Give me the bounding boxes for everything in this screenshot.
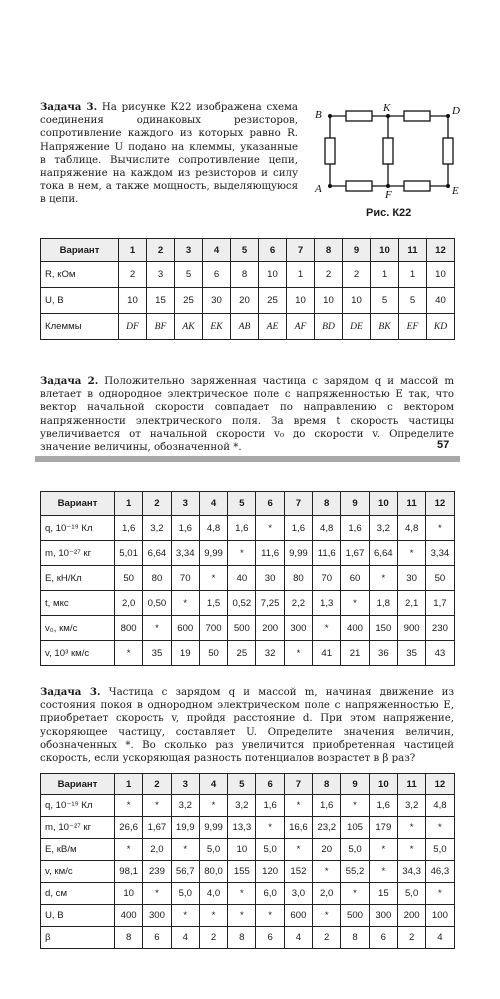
row-label: d, см [41, 883, 115, 905]
row-label: q, 10⁻¹⁹ Кл [41, 795, 115, 817]
table-header-cell: 4 [199, 774, 227, 795]
table-header-row [41, 774, 455, 795]
table-cell: 2 [397, 927, 425, 949]
table-row [41, 839, 455, 861]
table-cell: 600 [284, 905, 312, 927]
table-cell: 80,0 [199, 861, 227, 883]
table-row [41, 516, 455, 541]
table-cell: 15 [147, 288, 175, 314]
table-cell: 34,3 [397, 861, 425, 883]
task3b-body: Частица с зарядом q и массой m, начиная движение из состояния покоя в однородном электрическом поле с напряженностью E, приобретает скорость v, пройдя расстояние d. При этом напряжение, ускоряющее частицу, составляет U. Определите значения величин, обозначенных *. Во сколько раз увеличится приобретенная частицей скорость, если ускоряющая разность потенциалов возрастет в β раз? [40, 687, 454, 765]
table-cell: 4,8 [397, 516, 425, 541]
table-cell: 9,99 [199, 817, 227, 839]
row-label: R, кОм [41, 262, 119, 288]
table-header-row [41, 492, 455, 516]
table-cell: 36 [369, 641, 397, 666]
table-cell: 35 [397, 641, 425, 666]
table-cell: AK [175, 314, 203, 340]
node-label-f: F [385, 189, 392, 200]
table-cell: 400 [115, 905, 143, 927]
table-cell: 4 [171, 927, 199, 949]
table-cell: 25 [259, 288, 287, 314]
table-cell: AB [231, 314, 259, 340]
table-cell: 10 [343, 288, 371, 314]
table-header-cell: 2 [143, 492, 171, 516]
row-label: v, км/с [41, 861, 115, 883]
table-cell: 4 [426, 927, 454, 949]
table-cell: 11,6 [256, 541, 284, 566]
table-cell: 3,2 [397, 795, 425, 817]
table-header-cell: 8 [313, 774, 341, 795]
table-cell: EK [203, 314, 231, 340]
task3-body: На рисунке К22 изображена схема соединения одинаковых резисторов, сопротивление каждого из которых равно R. Напряжение U подано на клеммы, указанные в таблице. Вычислите сопротивление цепи, напряжение на каждом из резисторов и силу тока в нем, а также мощность, выделяющуюся в цепи. [40, 102, 298, 206]
table-header-cell: 7 [284, 774, 312, 795]
table-cell: 500 [341, 905, 369, 927]
table-cell: 3,0 [284, 883, 312, 905]
table-cell: 2,1 [397, 591, 425, 616]
table-cell: 2,2 [284, 591, 312, 616]
resistor-de [443, 138, 453, 164]
table-row [41, 883, 455, 905]
table-header-cell: 3 [175, 239, 203, 262]
table-header-cell: 9 [341, 774, 369, 795]
table-cell: 5,0 [171, 883, 199, 905]
table-cell: 20 [313, 839, 341, 861]
table-cell: 10 [287, 288, 315, 314]
table-cell: 400 [341, 616, 369, 641]
node-label-e: E [452, 185, 459, 197]
table-cell: * [313, 616, 341, 641]
table-cell: 1,6 [284, 516, 312, 541]
table-header-cell: 7 [284, 492, 312, 516]
node-label-a: A [315, 183, 322, 195]
table-cell: * [115, 641, 143, 666]
resistor-ba [325, 138, 335, 164]
table-cell: 10 [427, 262, 455, 288]
page-divider [35, 456, 460, 462]
table-cell: 1 [287, 262, 315, 288]
row-label: v₀, км/с [41, 616, 115, 641]
table-header-cell: 11 [397, 774, 425, 795]
table-cell: 152 [284, 861, 312, 883]
table-header-cell: 5 [228, 774, 256, 795]
page-number: 57 [437, 439, 450, 451]
row-label: q, 10⁻¹⁹ Кл [41, 516, 115, 541]
table-header-cell: 1 [119, 239, 147, 262]
table-cell: BD [315, 314, 343, 340]
table-row [41, 641, 455, 666]
table-cell: 8 [231, 262, 259, 288]
table-cell: 1 [399, 262, 427, 288]
table-cell: * [426, 817, 454, 839]
table-cell: * [369, 839, 397, 861]
table-cell: 30 [256, 566, 284, 591]
row-label: m, 10⁻²⁷ кг [41, 817, 115, 839]
table-cell: * [256, 905, 284, 927]
table-row [41, 861, 455, 883]
table-header-cell: 6 [256, 492, 284, 516]
row-label: β [41, 927, 115, 949]
table-cell: * [341, 795, 369, 817]
table-cell: 2 [315, 262, 343, 288]
table-row [41, 288, 455, 314]
table-cell: * [199, 795, 227, 817]
table-cell: 300 [284, 616, 312, 641]
table-cell: 8 [115, 927, 143, 949]
table-cell: 5 [175, 262, 203, 288]
table-header-row [41, 239, 455, 262]
table-cell: 6 [369, 927, 397, 949]
table-cell: 600 [171, 616, 199, 641]
table-cell: * [228, 905, 256, 927]
table-header-cell: 5 [228, 492, 256, 516]
table-header-cell: 2 [143, 774, 171, 795]
table-cell: 3,34 [426, 541, 454, 566]
table-cell: 43 [426, 641, 454, 666]
table-header-cell: 8 [313, 492, 341, 516]
table-header-cell: 6 [256, 774, 284, 795]
table-header-cell: 1 [115, 774, 143, 795]
table-cell: 6,64 [143, 541, 171, 566]
table-cell: 1,67 [341, 541, 369, 566]
table-cell: KD [427, 314, 455, 340]
table-header-cell: 7 [287, 239, 315, 262]
table-cell: 1,6 [171, 516, 199, 541]
table-cell: 0,50 [143, 591, 171, 616]
table-cell: 155 [228, 861, 256, 883]
table-header-cell: 6 [259, 239, 287, 262]
table-cell: 1,8 [369, 591, 397, 616]
table-cell: 56,7 [171, 861, 199, 883]
table-cell: 2 [343, 262, 371, 288]
table-cell: DF [119, 314, 147, 340]
task3-text [40, 101, 298, 207]
table-cell: AE [259, 314, 287, 340]
table-cell: 8 [341, 927, 369, 949]
table-cell: * [199, 905, 227, 927]
table-cell: * [313, 905, 341, 927]
table-cell: 1,6 [341, 516, 369, 541]
table-cell: 11,6 [313, 541, 341, 566]
table-cell: 1,6 [313, 795, 341, 817]
table-cell: 8 [228, 927, 256, 949]
table-cell: 6 [203, 262, 231, 288]
table-cell: 9,99 [284, 541, 312, 566]
table-cell: 230 [426, 616, 454, 641]
table-cell: * [256, 817, 284, 839]
table-cell: 55,2 [341, 861, 369, 883]
node-label-d: D [452, 105, 460, 117]
table-cell: * [171, 839, 199, 861]
table-cell: 41 [313, 641, 341, 666]
table-header-cell: 5 [231, 239, 259, 262]
table-row [41, 541, 455, 566]
table-header-cell: 2 [147, 239, 175, 262]
table-header-cell: Вариант [41, 774, 115, 795]
table-header-cell: 9 [341, 492, 369, 516]
table-cell: 15 [369, 883, 397, 905]
row-label: t, мкс [41, 591, 115, 616]
table-cell: 1,3 [313, 591, 341, 616]
table-cell: 1,6 [115, 516, 143, 541]
table-cell: 98,1 [115, 861, 143, 883]
table-cell: 120 [256, 861, 284, 883]
task3b-text [40, 686, 454, 765]
table-cell: 20 [231, 288, 259, 314]
table-row [41, 905, 455, 927]
table-cell: * [341, 883, 369, 905]
table-header-cell: 3 [171, 774, 199, 795]
table-cell: 300 [143, 905, 171, 927]
table-header-cell: 12 [427, 239, 455, 262]
table-cell: * [115, 795, 143, 817]
task2-title: Задача 2. [40, 375, 99, 387]
table-row [41, 795, 455, 817]
row-label: m, 10⁻²⁷ кг [41, 541, 115, 566]
table-cell: 5,0 [426, 839, 454, 861]
table-cell: BK [371, 314, 399, 340]
table-cell: 10 [115, 883, 143, 905]
table-cell: 1,67 [143, 817, 171, 839]
resistor-fe [404, 181, 430, 191]
table-cell: 10 [119, 288, 147, 314]
table-cell: * [171, 905, 199, 927]
table-header-cell: 12 [426, 774, 454, 795]
table-cell: 3,34 [171, 541, 199, 566]
table-cell: 2 [313, 927, 341, 949]
table-cell: 16,6 [284, 817, 312, 839]
table-cell: * [397, 839, 425, 861]
table-cell: 30 [397, 566, 425, 591]
table-cell: 6 [143, 927, 171, 949]
table-cell: DE [343, 314, 371, 340]
table-cell: * [228, 883, 256, 905]
task3b-title: Задача 3. [40, 686, 101, 698]
table-cell: 5,01 [115, 541, 143, 566]
table-header-cell: 12 [426, 492, 454, 516]
particle-field-table [40, 491, 455, 666]
table-header-cell: 9 [343, 239, 371, 262]
table-header-cell: 10 [369, 774, 397, 795]
table-cell: 13,3 [228, 817, 256, 839]
table-cell: 500 [228, 616, 256, 641]
row-label: v, 10³ км/с [41, 641, 115, 666]
table-row [41, 566, 455, 591]
table-cell: 5,0 [397, 883, 425, 905]
table-row [41, 616, 455, 641]
row-label: U, В [41, 288, 119, 314]
table-cell: 40 [427, 288, 455, 314]
table-cell: 19 [171, 641, 199, 666]
table-cell: 7,25 [256, 591, 284, 616]
table-cell: 50 [199, 641, 227, 666]
table-cell: 0,52 [228, 591, 256, 616]
table-cell: 21 [341, 641, 369, 666]
table-cell: * [284, 795, 312, 817]
table-cell: 800 [115, 616, 143, 641]
table-cell: 179 [369, 817, 397, 839]
table-cell: * [284, 839, 312, 861]
task3-title: Задача 3. [40, 101, 98, 113]
table-cell: 10 [315, 288, 343, 314]
table-row [41, 314, 455, 340]
table-header-cell: Вариант [41, 239, 119, 262]
table-cell: 25 [228, 641, 256, 666]
table-cell: AF [287, 314, 315, 340]
table-cell: 239 [143, 861, 171, 883]
resistor-bk [346, 111, 372, 121]
table-cell: 40 [228, 566, 256, 591]
table-header-cell: 4 [203, 239, 231, 262]
table-cell: 70 [171, 566, 199, 591]
table-cell: * [426, 883, 454, 905]
table-cell: 105 [341, 817, 369, 839]
table-cell: 4,8 [426, 795, 454, 817]
row-label: U, В [41, 905, 115, 927]
table-cell: 1,5 [199, 591, 227, 616]
table-row [41, 591, 455, 616]
table-cell: 60 [341, 566, 369, 591]
table-cell: 3,2 [369, 516, 397, 541]
table-cell: 5 [371, 288, 399, 314]
table-cell: 3,2 [143, 516, 171, 541]
table-cell: 50 [115, 566, 143, 591]
table-cell: * [143, 883, 171, 905]
circuit-diagram [312, 104, 462, 200]
table-cell: * [369, 861, 397, 883]
table-cell: 1 [371, 262, 399, 288]
table-cell: 50 [426, 566, 454, 591]
table-cell: * [228, 541, 256, 566]
table-header-cell: 10 [369, 492, 397, 516]
table-header-cell: 8 [315, 239, 343, 262]
table-cell: BF [147, 314, 175, 340]
table-cell: * [397, 541, 425, 566]
table-cell: 70 [313, 566, 341, 591]
table-cell: 32 [256, 641, 284, 666]
resistor-af [346, 181, 372, 191]
table-cell: 4,8 [313, 516, 341, 541]
table-cell: 5,0 [199, 839, 227, 861]
table-cell: 23,2 [313, 817, 341, 839]
table-cell: 200 [397, 905, 425, 927]
table-cell: * [256, 516, 284, 541]
table-cell: 4 [284, 927, 312, 949]
table-cell: 2,0 [115, 591, 143, 616]
table-cell: 2 [199, 927, 227, 949]
table-cell: 30 [203, 288, 231, 314]
table-cell: * [341, 591, 369, 616]
table-cell: 5 [399, 288, 427, 314]
table-cell: 80 [284, 566, 312, 591]
table-cell: 4,8 [199, 516, 227, 541]
table-cell: 1,7 [426, 591, 454, 616]
table-cell: * [397, 817, 425, 839]
node-label-b: B [315, 109, 322, 121]
table-row [41, 262, 455, 288]
table-cell: * [143, 795, 171, 817]
table-cell: 46,3 [426, 861, 454, 883]
table-cell: 5,0 [341, 839, 369, 861]
table-cell: 10 [259, 262, 287, 288]
table-row [41, 927, 455, 949]
task2-body: Положительно заряженная частица с зарядом q и массой m влетает в однородное электрическое поле с напряженностью E так, что вектор начальной скорости совпадает по направлению с вектором напряженности электрического поля. За время t скорость частицы увеличивается от начальной скорости v₀ до скорости v. Определите значение величины, обозначенной *. [40, 376, 454, 454]
node-label-k: K [383, 104, 391, 114]
table-cell: * [426, 516, 454, 541]
table-cell: * [199, 566, 227, 591]
table-cell: 3,2 [171, 795, 199, 817]
table-header-cell: Вариант [41, 492, 115, 516]
table-cell: 1,6 [228, 516, 256, 541]
table-cell: 26,6 [115, 817, 143, 839]
table-header-cell: 11 [397, 492, 425, 516]
table-cell: 6 [256, 927, 284, 949]
table-header-cell: 11 [399, 239, 427, 262]
row-label: E, кН/Кл [41, 566, 115, 591]
table-cell: 150 [369, 616, 397, 641]
table-cell: 6,0 [256, 883, 284, 905]
table-cell: 6,64 [369, 541, 397, 566]
table-row [41, 817, 455, 839]
table-cell: 5,0 [256, 839, 284, 861]
table-cell: 2,0 [143, 839, 171, 861]
table-cell: 3,2 [228, 795, 256, 817]
table-cell: * [115, 839, 143, 861]
table-cell: 300 [369, 905, 397, 927]
figure-caption: Рис. К22 [366, 207, 412, 219]
table-cell: EF [399, 314, 427, 340]
table-cell: 700 [199, 616, 227, 641]
table-cell: 3 [147, 262, 175, 288]
table-cell: * [171, 591, 199, 616]
table-header-cell: 3 [171, 492, 199, 516]
table-cell: 19,9 [171, 817, 199, 839]
table-cell: 200 [256, 616, 284, 641]
row-label: Клеммы [41, 314, 119, 340]
acceleration-table [40, 773, 455, 949]
task2-text [40, 375, 454, 454]
resistor-variants-table [40, 238, 455, 340]
table-cell: 35 [143, 641, 171, 666]
table-cell: 4,0 [199, 883, 227, 905]
table-cell: 900 [397, 616, 425, 641]
table-header-cell: 10 [371, 239, 399, 262]
table-cell: 2,0 [313, 883, 341, 905]
table-cell: * [313, 861, 341, 883]
resistor-kf [383, 138, 393, 164]
row-label: E, кВ/м [41, 839, 115, 861]
table-cell: * [369, 566, 397, 591]
resistor-kd [404, 111, 430, 121]
table-cell: 80 [143, 566, 171, 591]
table-cell: 1,6 [369, 795, 397, 817]
table-cell: 1,6 [256, 795, 284, 817]
table-header-cell: 1 [115, 492, 143, 516]
table-cell: 100 [426, 905, 454, 927]
table-cell: * [284, 641, 312, 666]
table-cell: 10 [228, 839, 256, 861]
table-header-cell: 4 [199, 492, 227, 516]
table-cell: 25 [175, 288, 203, 314]
table-cell: 9,99 [199, 541, 227, 566]
table-cell: * [143, 616, 171, 641]
table-cell: 2 [119, 262, 147, 288]
